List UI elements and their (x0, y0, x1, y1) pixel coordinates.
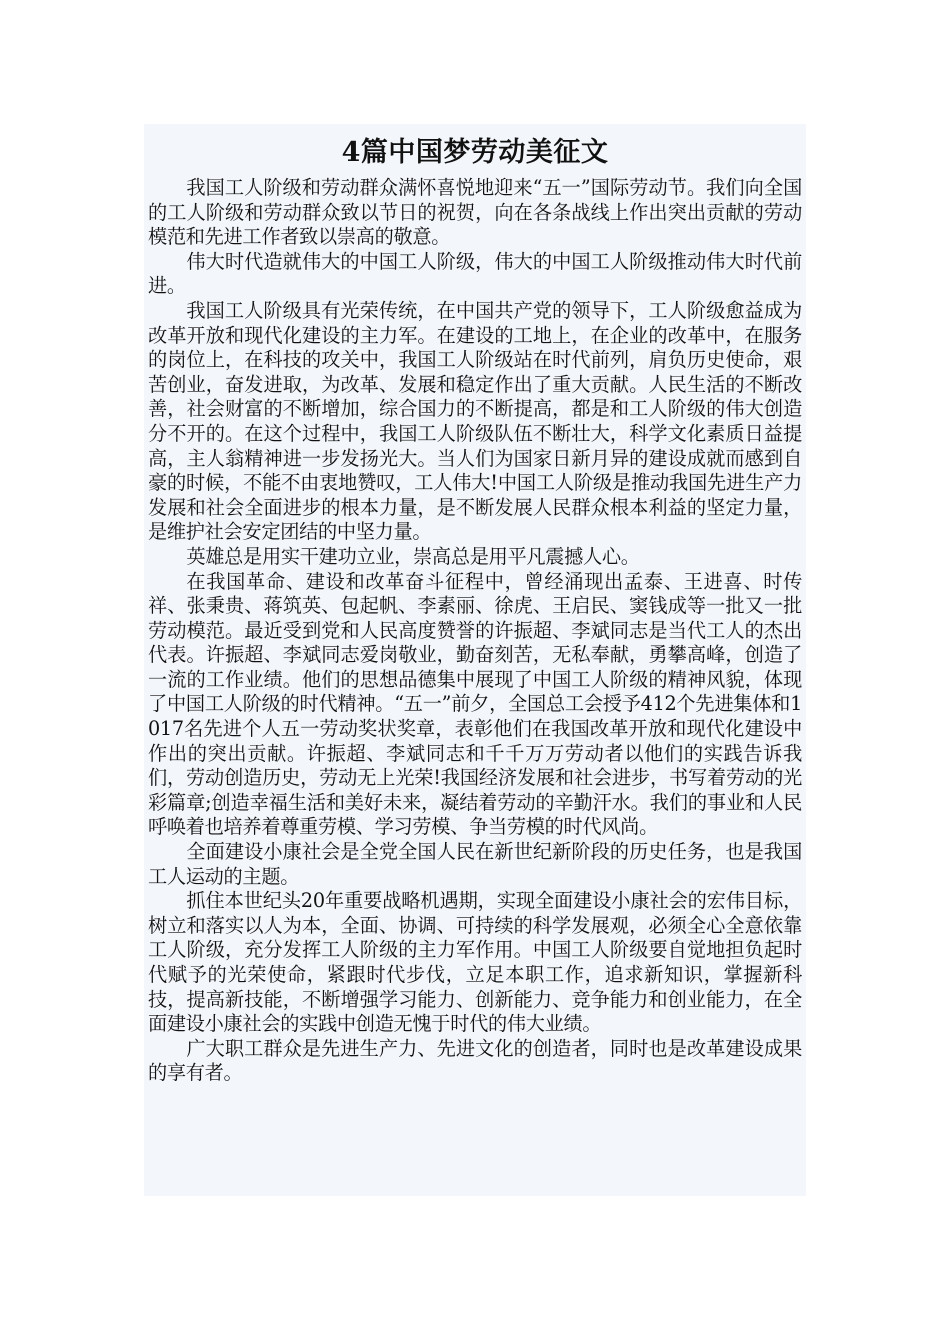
document-page (144, 124, 806, 1196)
document-title: 4篇中国梦劳动美征文 (341, 137, 609, 168)
paragraph-3: 我国工人阶级具有光荣传统，在中国共产党的领导下，工人阶级愈益成为改革开放和现代化建设的主力军。在建设的工地上，在企业的改革中，在服务的岗位上，在科技的攻关中，我国工人阶级站在时代前列，肩负历史使命，艰苦创业，奋发进取，为改革、发展和稳定作出了重大贡献。人民生活的不断改善，社会财富的不断增加，综合国力的不断提高，都是和工人阶级的伟大创造分不开的。在这个过程中，我国工人阶级队伍不断壮大，科学文化素质日益提高，主人翁精神进一步发扬光大。当人们为国家日新月异的建设成就而感到自豪的时候，不能不由衷地赞叹，工人伟大!中国工人阶级是推动我国先进生产力发展和社会全面进步的根本力量，是不断发展人民群众根本利益的坚定力量，是维护社会安定团结的中坚力量。 (148, 298, 802, 544)
paragraph-7: 抓住本世纪头20年重要战略机遇期，实现全面建设小康社会的宏伟目标，树立和落实以人为本，全面、协调、可持续的科学发展观，必须全心全意依靠工人阶级，充分发挥工人阶级的主力军作用。中国工人阶级要自觉地担负起时代赋予的光荣使命，紧跟时代步伐，立足本职工作，追求新知识，掌握新科技，提高新技能，不断增强学习能力、创新能力、竞争能力和创业能力，在全面建设小康社会的实践中创造无愧于时代的伟大业绩。 (148, 889, 802, 1036)
paragraph-5: 在我国革命、建设和改革奋斗征程中，曾经涌现出孟泰、王进喜、时传祥、张秉贵、蒋筑英、包起帆、李素丽、徐虎、王启民、窦钱成等一批又一批劳动模范。最近受到党和人民高度赞誉的许振超、李斌同志是当代工人的杰出代表。许振超、李斌同志爱岗敬业，勤奋刻苦，无私奉献，勇攀高峰，创造了一流的工作业绩。他们的思想品德集中展现了中国工人阶级的精神风貌，体现了中国工人阶级的时代精神。“五一”前夕，全国总工会授予412个先进集体和1017名先进个人五一劳动奖状奖章，表彰他们在我国改革开放和现代化建设中作出的突出贡献。许振超、李斌同志和千千万万劳动者以他们的实践告诉我们，劳动创造历史，劳动无上光荣!我国经济发展和社会进步，书写着劳动的光彩篇章;创造幸福生活和美好未来，凝结着劳动的辛勤汗水。我们的事业和人民呼唤着也培养着尊重劳模、学习劳模、争当劳模的时代风尚。 (148, 569, 802, 839)
paragraph-8: 广大职工群众是先进生产力、先进文化的创造者，同时也是改革建设成果的享有者。 (148, 1036, 802, 1085)
paragraph-6: 全面建设小康社会是全党全国人民在新世纪新阶段的历史任务，也是我国工人运动的主题。 (148, 840, 802, 888)
paragraph-2: 伟大时代造就伟大的中国工人阶级，伟大的中国工人阶级推动伟大时代前进。 (148, 249, 802, 298)
paragraph-1: 我国工人阶级和劳动群众满怀喜悦地迎来“五一”国际劳动节。我们向全国的工人阶级和劳动群众致以节日的祝贺，向在各条战线上作出突出贡献的劳动模范和先进工作者致以崇高的敬意。 (148, 176, 802, 249)
paragraph-4: 英雄总是用实干建功立业，崇高总是用平凡震撼人心。 (186, 544, 640, 568)
